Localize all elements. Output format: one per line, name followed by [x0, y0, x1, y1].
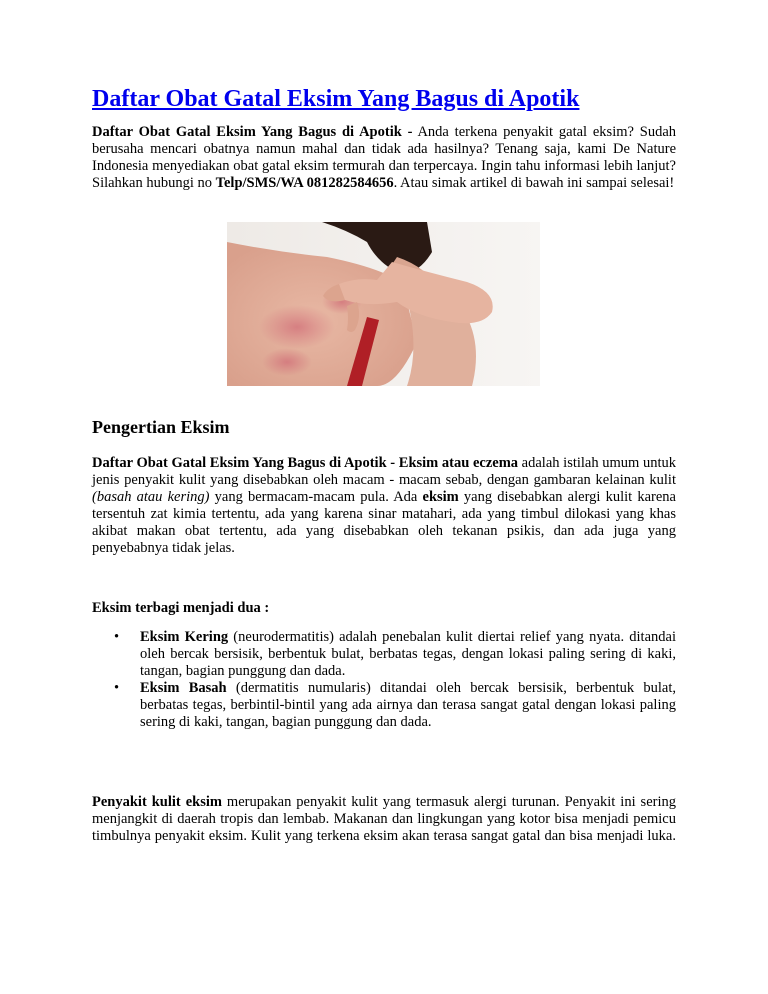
page-title	[92, 85, 579, 113]
list-item-desc: (dermatitis numularis) ditandai oleh bercak bersisik, berbentuk bulat, berbatas tegas, berbintil-bintil yang ada airnya dan terasa sangat gatal dengan lokasi paling sering di kaki, tangan, bagian punggung dan dada.	[140, 680, 676, 730]
list-item-name: Eksim Basah	[140, 680, 227, 696]
penyakit-lead: Penyakit kulit eksim	[92, 794, 222, 810]
pengertian-paragraph	[92, 455, 676, 557]
types-heading: Eksim terbagi menjadi dua :	[92, 600, 270, 616]
intro-paragraph	[92, 124, 676, 192]
pengertian-lead: Daftar Obat Gatal Eksim Yang Bagus di Apotik - Eksim atau eczema	[92, 455, 519, 471]
list-item	[92, 680, 676, 731]
pengertian-text-3: yang disebabkan alergi kulit karena tersentuh zat kimia tertentu, ada yang karena sinar matahari, ada yang timbul dilokasi yang khas akibat makan obat tertentu, ada yang disebabkan oleh tekanan psikis, dan ada juga yang penyebabnya tidak jelas.	[92, 489, 676, 556]
woman-scratching-back-image	[227, 222, 540, 386]
pengertian-italic: (basah atau kering)	[92, 489, 210, 505]
intro-lead: Daftar Obat Gatal Eksim Yang Bagus di Apotik -	[92, 124, 413, 140]
section-heading-pengertian: Pengertian Eksim	[92, 417, 230, 437]
list-item	[92, 629, 676, 680]
penyakit-paragraph	[92, 794, 676, 845]
eczema-photo	[227, 222, 540, 386]
contact-number: Telp/SMS/WA 081282584656	[215, 175, 394, 191]
penyakit-text: merupakan penyakit kulit yang termasuk alergi turunan. Penyakit ini sering menjangkit di daerah tropis dan lembab. Makanan dan lingkungan yang kotor bisa menjadi pemicu timbulnya penyakit eksim. Kulit yang terkena eksim akan terasa sangat gatal dan bisa menjadi luka.	[92, 794, 676, 844]
pengertian-text-1: adalah istilah umum untuk jenis penyakit kulit yang disebabkan oleh macam - macam sebab, dengan gambaran kelainan kulit	[92, 455, 676, 488]
intro-text-1: Anda terkena penyakit gatal eksim? Sudah berusaha mencari obatnya namun mahal dan tidak ada hasilnya? Tenang saja, kami De Nature Indonesia menyediakan obat gatal eksim termurah dan terpercaya. Ingin tahu informasi lebih lanjut? Silahkan hubungi no	[92, 124, 676, 191]
list-item-name: Eksim Kering	[140, 629, 229, 645]
bullet-icon: •	[114, 680, 120, 696]
pengertian-text-2: yang bermacam-macam pula. Ada	[209, 489, 423, 505]
list-item-desc: (neurodermatitis) adalah penebalan kulit diertai relief yang nyata. ditandai oleh bercak bersisik, berbentuk bulat, berbatas tegas, dengan lokasi paling sering di kaki, tangan, bagian punggung dan dada.	[140, 629, 676, 679]
title-link[interactable]: Daftar Obat Gatal Eksim Yang Bagus di Apotik	[92, 86, 580, 112]
bullet-icon: •	[114, 629, 120, 645]
pengertian-eksim: eksim	[422, 489, 459, 505]
intro-text-2: . Atau simak artikel di bawah ini sampai selesai!	[393, 175, 675, 191]
eczema-types-list	[92, 629, 676, 731]
